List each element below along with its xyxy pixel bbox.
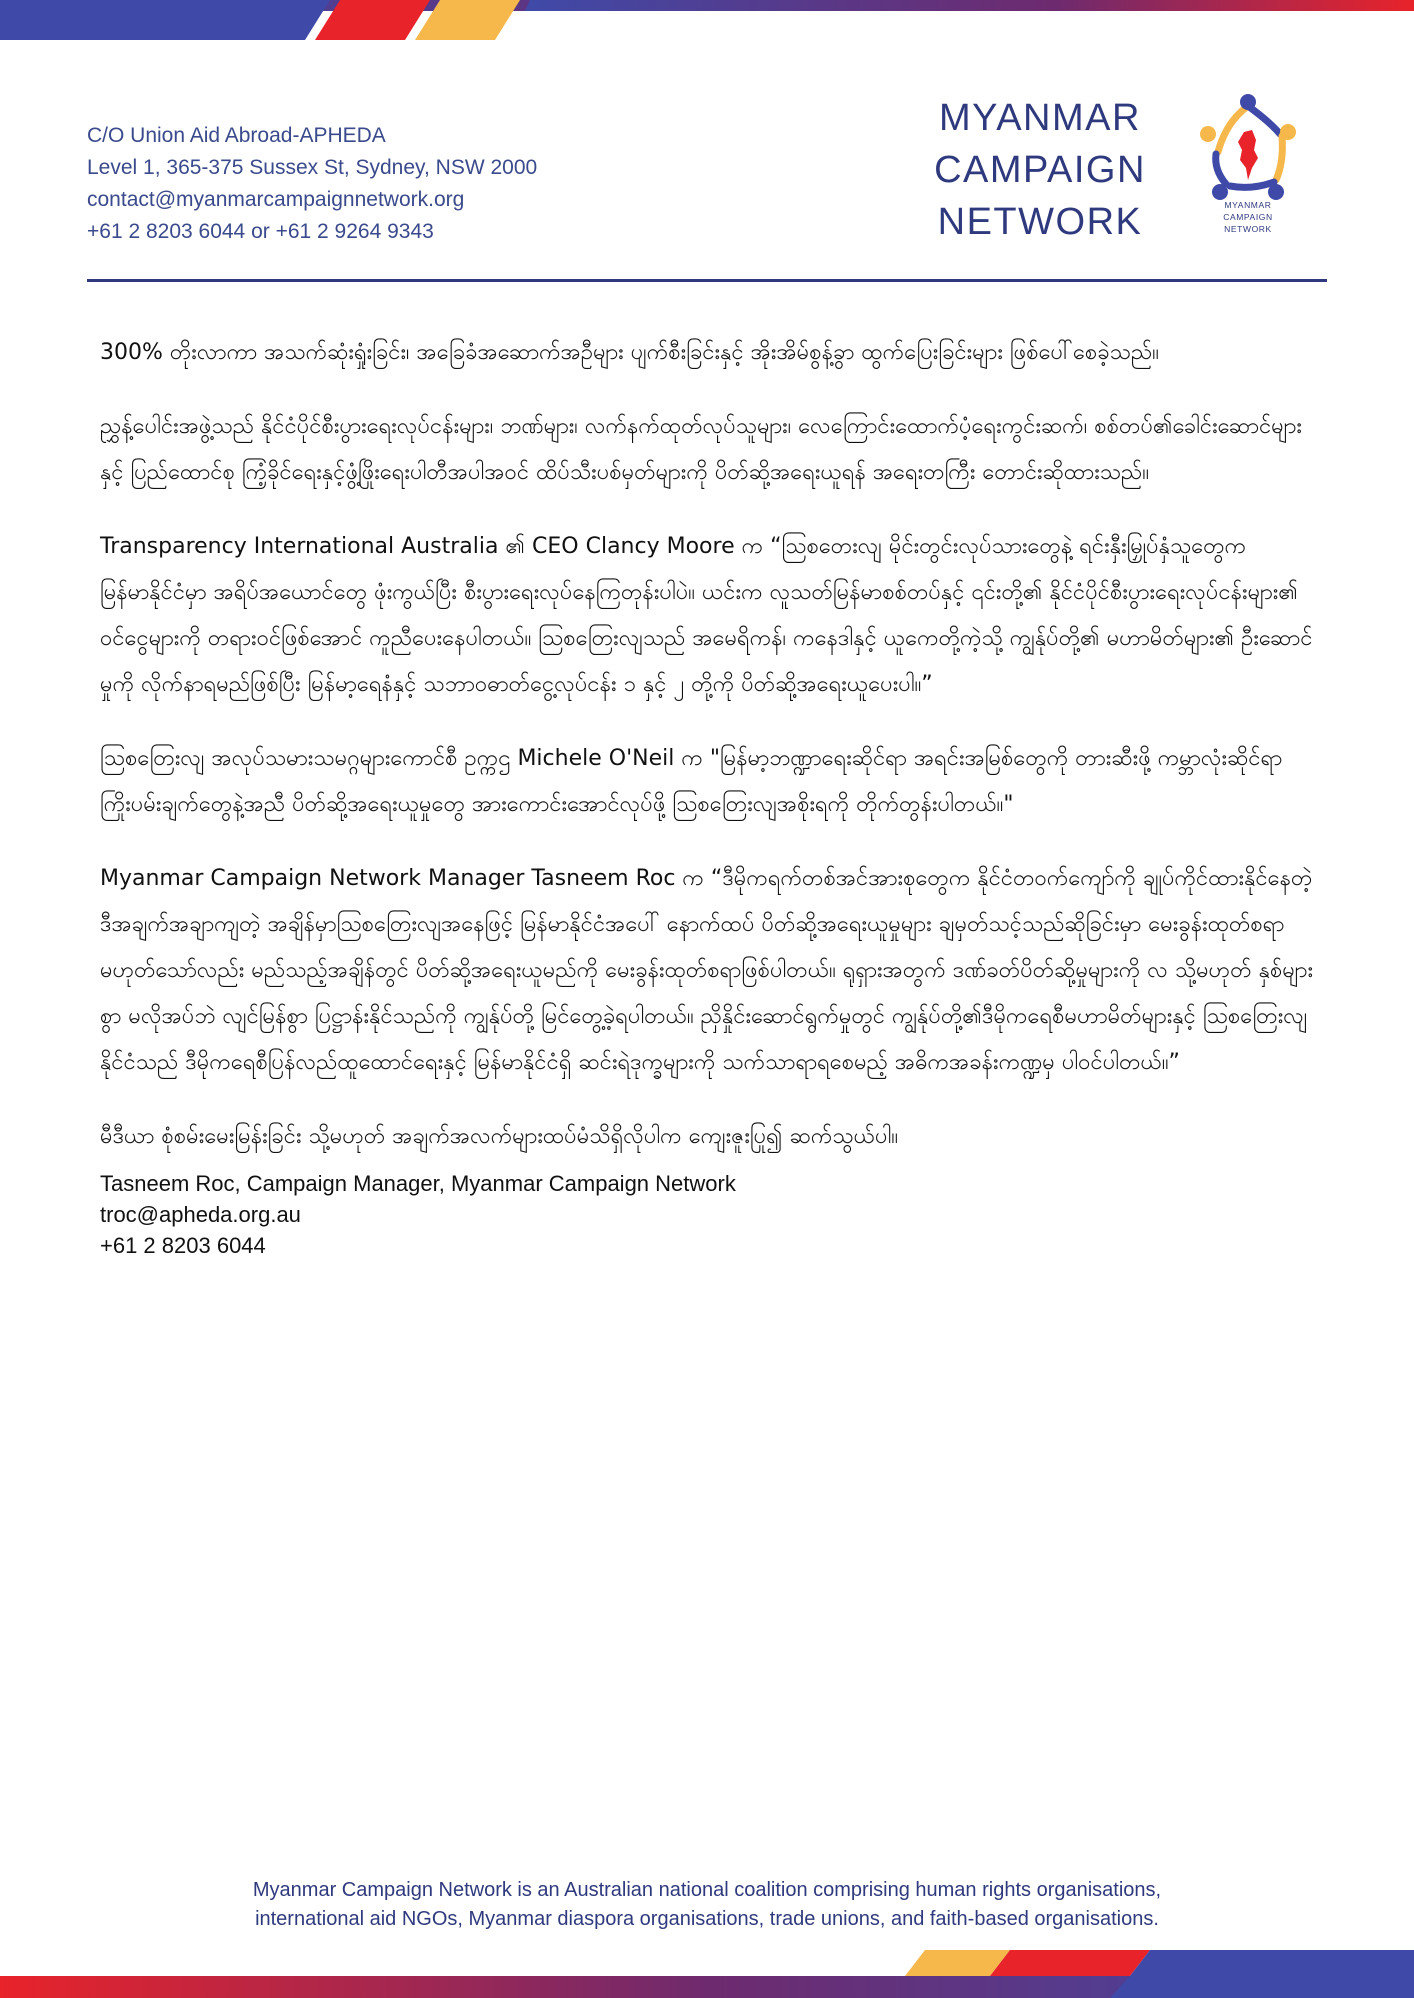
bottom-decorative-stripe xyxy=(0,1950,1414,1998)
body-paragraph-5: Myanmar Campaign Network Manager Tasneem Roc က “ဒီမိုကရက်တစ်အင်အားစုတွေက နိုင်ငံတဝက်ကျော်ကို ချုပ်ကိုင်ထားနိုင်နေတဲ့ ဒီအချက်အချာကျတဲ့ အချိန်မှာဩစတြေးလျအနေဖြင့် မြန်မာနိုင်ငံအပေါ် နောက်ထပ် ပိတ်ဆို့အရေးယူမှုများ ချမှတ်သင့်သည်ဆိုခြင်းမှာ မေးခွန်းထုတ်စရာမဟုတ်သော်လည်း မည်သည့်အချိန်တွင် ပိတ်ဆို့အရေးယူမည်ကို မေးခွန်းထုတ်စရာဖြစ်ပါတယ်။ ရုရှားအတွက် ဒဏ်ခတ်ပိတ်ဆို့မှုများကို လ သို့မဟုတ် နှစ်များစွာ မလိုအပ်ဘဲ လျင်မြန်စွာ ပြဋ္ဌာန်းနိုင်သည်ကို ကျွန်ုပ်တို့ မြင်တွေ့ခဲ့ရပါတယ်။ ညှိနှိုင်းဆောင်ရွက်မှုတွင် ကျွန်ုပ်တို့၏ဒီမိုကရေစီမဟာမိတ်များနှင့် ဩစတြေးလျနိုင်ငံသည် ဒီမိုကရေစီပြန်လည်ထူထောင်ရေးနှင့် မြန်မာနိုင်ငံရှိ ဆင်းရဲဒုက္ခများကို သက်သာရာရစေမည့် အဓိကအခန်းကဏ္ဍမှ ပါဝင်ပါတယ်။” xyxy=(100,866,1314,1075)
sender-address-block xyxy=(87,120,537,248)
body-paragraph-1: 300% တိုးလာကာ အသက်ဆုံးရှုံးခြင်း၊ အခြေခံအဆောက်အဦများ ပျက်စီးခြင်းနှင့် အိုးအိမ်စွန့်ခွာ ထွက်ပြေးခြင်းများ ဖြစ်ပေါ်စေခဲ့သည်။ xyxy=(100,340,1159,365)
body-paragraph-4: ဩစတြေးလျ အလုပ်သမားသမဂ္ဂများကောင်စီ ဥက္ကဌ Michele O'Neil က "မြန်မာ့ဘဏ္ဍာရေးဆိုင်ရာ အရင်းအမြစ်တွေကို တားဆီးဖို့ ကမ္ဘာလုံးဆိုင်ရာ ကြိုးပမ်းချက်တွေနဲ့အညီ ပိတ်ဆို့အရေးယူမှုတွေ အားကောင်းအောင်လုပ်ဖို့ ဩစတြေးလျအစိုးရကို တိုက်တွန်းပါတယ်။" xyxy=(100,746,1283,817)
body-paragraph-2: ညွှန့်ပေါင်းအဖွဲ့သည် နိုင်ငံပိုင်စီးပွားရေးလုပ်ငန်းများ၊ ဘဏ်များ၊ လက်နက်ထုတ်လုပ်သူများ၊ လေကြောင်းထောက်ပံ့ရေးကွင်းဆက်၊ စစ်တပ်၏ခေါင်းဆောင်များနှင့် ပြည်ထောင်စု ကြံ့ခိုင်ရေးနှင့်ဖွံ့ဖြိုးရေးပါတီအပါအဝင် ထိပ်သီးပစ်မှတ်များကို ပိတ်ဆို့အရေးယူရန် အရေးတကြီး တောင်းဆိုထားသည်။ xyxy=(100,414,1302,485)
logo-caption-line-3: NETWORK xyxy=(1224,224,1272,234)
top-decorative-stripe xyxy=(0,0,1414,40)
contact-name-line: Tasneem Roc, Campaign Manager, Myanmar Campaign Network xyxy=(100,1171,736,1196)
media-enquiry-line: မီဒီယာ စုံစမ်းမေးမြန်းခြင်း သို့မဟုတ် အချက်အလက်များထပ်မံသိရှိလိုပါက ကျေးဇူးပြု၍ ဆက်သွယ်ပါ။ xyxy=(100,1124,899,1149)
address-line-street: Level 1, 365-375 Sussex St, Sydney, NSW 2000 xyxy=(87,156,538,179)
org-name-line-1: MYANMAR xyxy=(939,97,1141,139)
footer-statement xyxy=(100,1876,1314,1934)
contact-email[interactable]: troc@apheda.org.au xyxy=(100,1202,301,1227)
body-paragraph-3: Transparency International Australia ၏ CEO Clancy Moore က “ဩစတေးလျ မိုင်းတွင်းလုပ်သားတွေနဲ့ ရင်းနှီးမြှုပ်နှံသူတွေက မြန်မာနိုင်ငံမှာ အရိပ်အယောင်တွေ ဖုံးကွယ်ပြီး စီးပွားရေးလုပ်နေကြတုန်းပါပဲ။ ယင်းက လူသတ်မြန်မာစစ်တပ်နှင့် ၎င်းတို့၏ နိုင်ငံပိုင်စီးပွားရေးလုပ်ငန်းများ၏ ဝင်ငွေများကို တရားဝင်ဖြစ်အောင် ကူညီပေးနေပါတယ်။ ဩစတြေးလျသည် အမေရိကန်၊ ကနေဒါနှင့် ယူကေတို့ကဲ့သို့ ကျွန်ုပ်တို့၏ မဟာမိတ်များ၏ ဦးဆောင်မှုကို လိုက်နာရမည်ဖြစ်ပြီး မြန်မာ့ရေနံနှင့် သဘာဝဓာတ်ငွေ့လုပ်ငန်း ၁ နှင့် ၂ တို့ကို ပိတ်ဆို့အရေးယူပေးပါ။” xyxy=(100,534,1313,697)
address-line-org: C/O Union Aid Abroad-APHEDA xyxy=(87,124,386,147)
logo-caption-line-1: MYANMAR xyxy=(1224,200,1272,210)
address-line-email[interactable]: contact@myanmarcampaignnetwork.org xyxy=(87,188,465,211)
footer-line-2: international aid NGOs, Myanmar diaspora organisations, trade unions, and faith-based organisations. xyxy=(255,1908,1159,1930)
address-line-phone: +61 2 8203 6044 or +61 2 9264 9343 xyxy=(87,220,434,243)
contact-phone: +61 2 8203 6044 xyxy=(100,1233,266,1258)
org-name-line-2: CAMPAIGN xyxy=(934,149,1146,191)
footer-line-1: Myanmar Campaign Network is an Australian national coalition comprising human rights organisations, xyxy=(252,1879,1162,1901)
logo-caption xyxy=(1196,199,1300,235)
logo-caption-line-2: CAMPAIGN xyxy=(1223,212,1273,222)
header-divider xyxy=(87,279,1327,282)
org-name-line-3: NETWORK xyxy=(937,201,1143,243)
letter-body xyxy=(100,330,1315,1261)
org-name-wordmark xyxy=(920,92,1160,248)
